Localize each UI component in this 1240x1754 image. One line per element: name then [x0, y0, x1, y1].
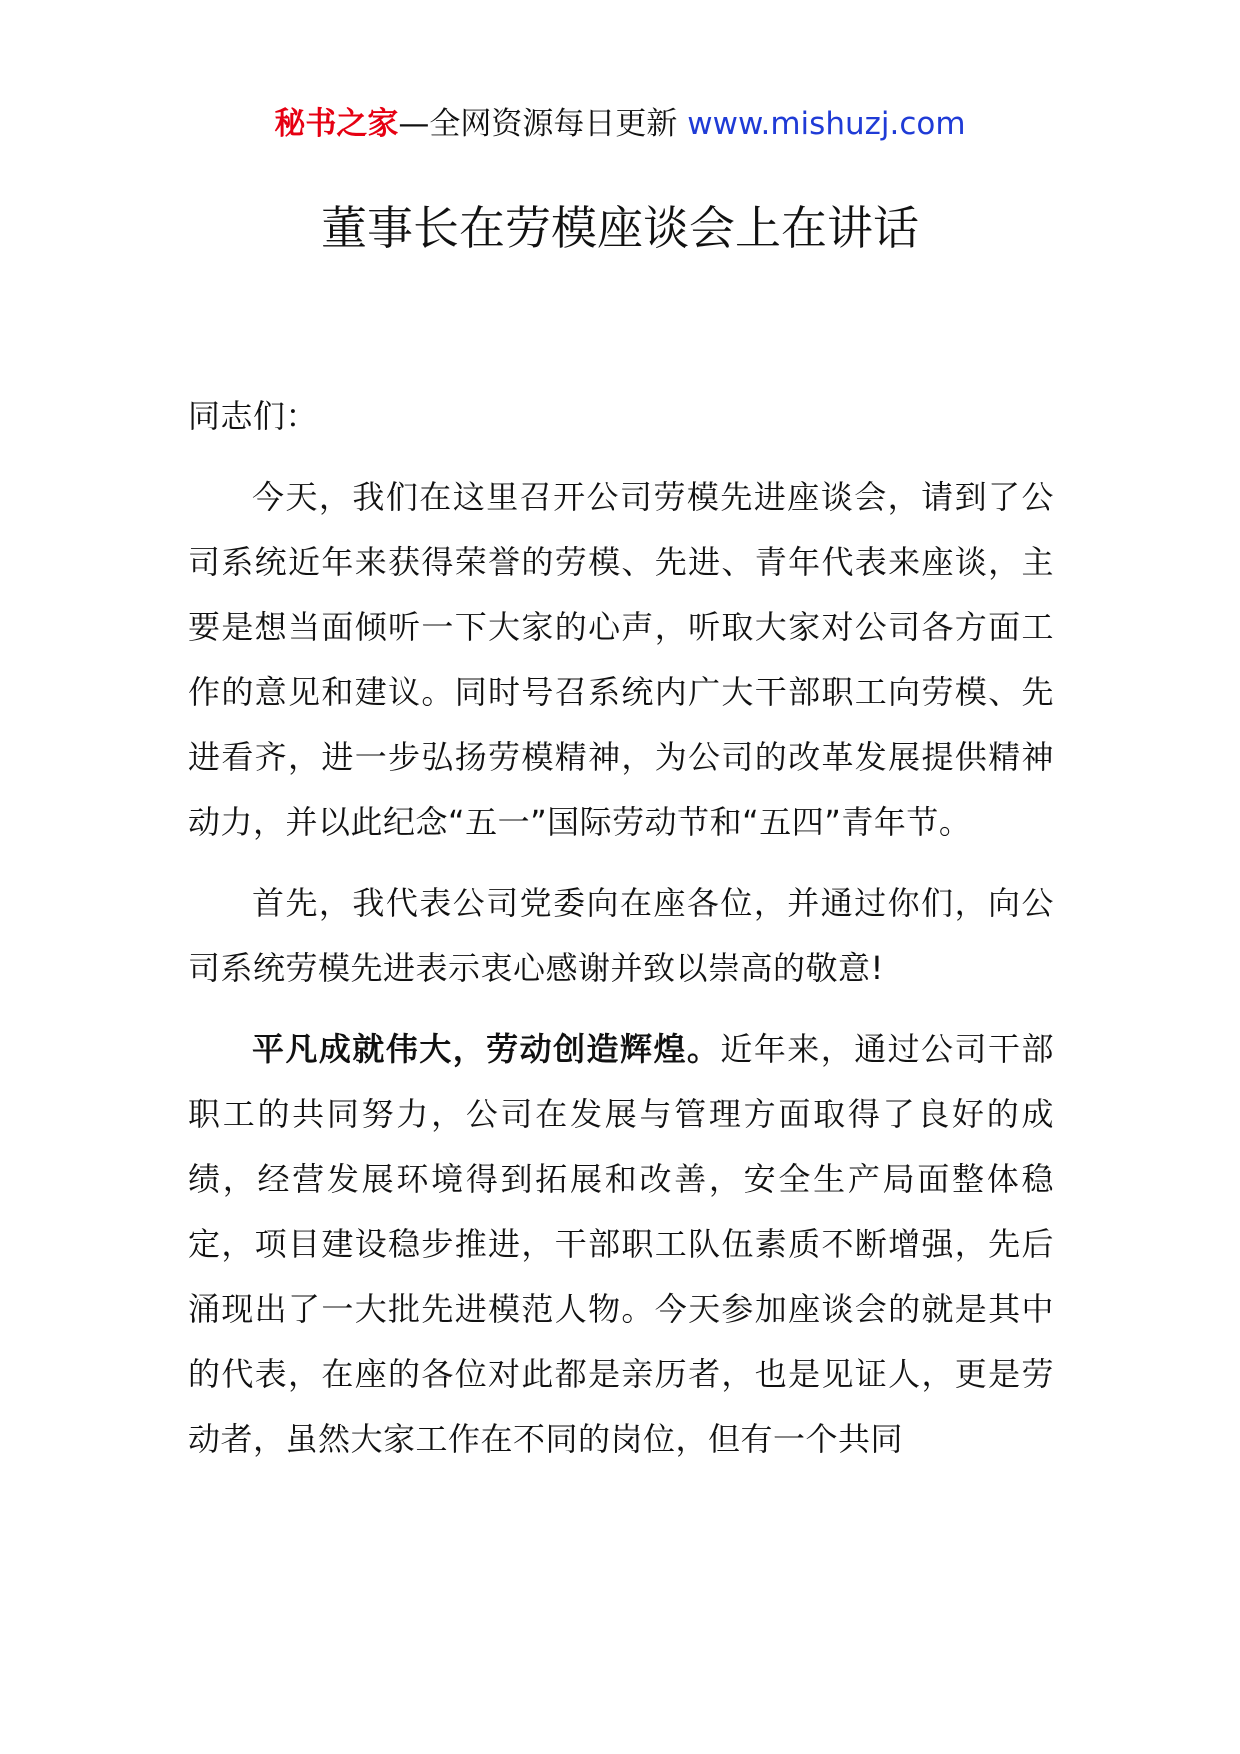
site-url-link[interactable]: www.mishuzj.com — [687, 106, 966, 142]
header-tagline: —全网资源每日更新 — [398, 106, 678, 142]
brand-name: 秘书之家 — [274, 106, 399, 142]
site-header — [0, 104, 1240, 144]
paragraph-3-text: 近年来，通过公司干部职工的共同努力，公司在发展与管理方面取得了良好的成绩，经营发展环境得到拓展和改善，安全生产局面整体稳定，项目建设稳步推进，干部职工队伍素质不断增强，先后涌现出了一大批先进模范人物。今天参加座谈会的就是其中的代表，在座的各位对此都是亲历者，也是见证人，更是劳动者，虽然大家工作在不同的岗位，但有一个共同 — [188, 1030, 1054, 1458]
paragraph-3-lead: 平凡成就伟大，劳动创造辉煌。 — [252, 1030, 721, 1068]
paragraph-1-text: 今天，我们在这里召开公司劳模先进座谈会，请到了公司系统近年来获得荣誉的劳模、先进、青年代表来座谈，主要是想当面倾听一下大家的心声，听取大家对公司各方面工作的意见和建议。同时号召系统内广大干部职工向劳模、先进看齐，进一步弘扬劳模精神，为公司的改革发展提供精神动力，并以此纪念“五一”国际劳动节和“五四”青年节。 — [188, 478, 1054, 841]
paragraph-1 — [188, 465, 1054, 855]
paragraph-3 — [188, 1017, 1054, 1472]
paragraph-2-text: 首先，我代表公司党委向在座各位，并通过你们，向公司系统劳模先进表示衷心感谢并致以崇高的敬意! — [188, 884, 1054, 987]
document-body — [188, 384, 1054, 1488]
paragraph-2 — [188, 871, 1054, 1001]
document-title: 董事长在劳模座谈会上在讲话 — [321, 201, 919, 255]
greeting: 同志们： — [188, 397, 319, 435]
